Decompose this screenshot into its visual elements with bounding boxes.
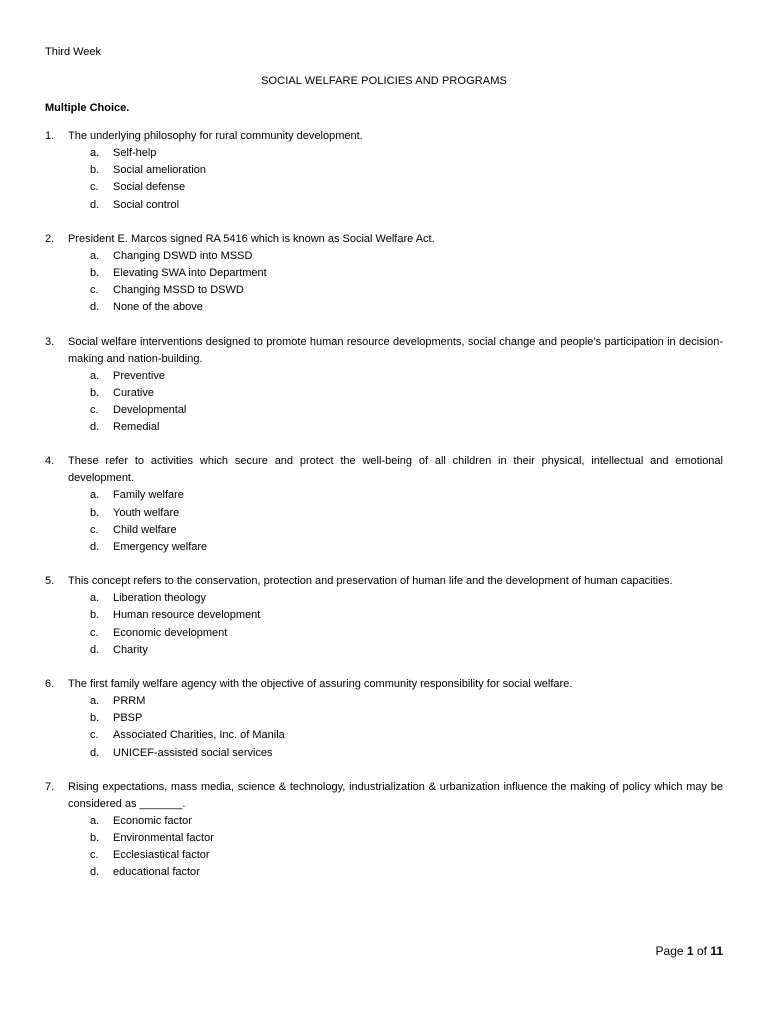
choice-item (45, 864, 723, 881)
choice-letter: c. (90, 523, 99, 536)
choice-item (45, 693, 723, 710)
question-text: This concept refers to the conservation, protection and preservation of human life and the development of human capacities. (68, 575, 673, 588)
page-label: Page (655, 944, 684, 958)
choice-text: Economic factor (113, 814, 192, 827)
page-number (656, 944, 723, 958)
choice-letter: a. (90, 489, 100, 502)
choice-text: UNICEF-assisted social services (113, 746, 273, 759)
question-number: 7. (45, 780, 55, 793)
document-title: SOCIAL WELFARE POLICIES AND PROGRAMS (261, 75, 507, 87)
choice-text: Social control (113, 198, 180, 211)
choice-item (45, 539, 723, 556)
choice-item (45, 162, 723, 179)
choice-item (45, 830, 723, 847)
choice-text: Child welfare (113, 523, 177, 536)
choice-item (45, 642, 723, 659)
choice-text: educational factor (113, 866, 200, 879)
choice-list (45, 813, 723, 882)
choice-text: None of the above (113, 301, 203, 314)
question-text: President E. Marcos signed RA 5416 which is known as Social Welfare Act. (68, 232, 435, 245)
choice-text: Youth welfare (113, 506, 180, 519)
choice-item (45, 522, 723, 539)
choice-text: Liberation theology (113, 592, 206, 605)
question-stem (45, 128, 723, 145)
question-number: 4. (45, 455, 55, 468)
choice-item (45, 625, 723, 642)
choice-letter: c. (90, 849, 99, 862)
choice-text: Economic development (113, 626, 228, 639)
question-stem (45, 231, 723, 248)
section-heading: Multiple Choice. (45, 102, 130, 114)
question-number: 2. (45, 232, 55, 245)
question-text: The underlying philosophy for rural community development. (68, 130, 363, 142)
choice-letter: d. (90, 643, 100, 656)
choice-text: PBSP (113, 712, 143, 725)
choice-item (45, 847, 723, 864)
question-stem (45, 453, 723, 487)
choice-letter: d. (90, 746, 100, 759)
choice-item (45, 248, 723, 265)
choice-text: Emergency welfare (113, 541, 208, 554)
question-item (45, 334, 723, 437)
choice-letter: c. (90, 729, 99, 742)
choice-letter: d. (90, 198, 100, 211)
question-number: 6. (45, 678, 55, 691)
question-item (45, 676, 723, 762)
choice-item (45, 385, 723, 402)
choice-text: Family welfare (113, 489, 184, 502)
choice-text: Changing DSWD into MSSD (113, 249, 253, 262)
choice-letter: a. (90, 592, 100, 605)
choice-item (45, 368, 723, 385)
choice-text: Charity (113, 643, 148, 656)
question-item (45, 779, 723, 882)
choice-letter: a. (90, 249, 100, 262)
choice-text: Elevating SWA into Department (113, 267, 267, 280)
choice-item (45, 402, 723, 419)
question-item (45, 128, 723, 214)
week-label: Third Week (45, 46, 102, 58)
choice-letter: a. (90, 695, 100, 708)
choice-list (45, 248, 723, 317)
question-stem (45, 779, 723, 813)
choice-letter: b. (90, 164, 100, 177)
choice-item (45, 145, 723, 162)
choice-text: Ecclesiastical factor (113, 849, 210, 862)
choice-letter: b. (90, 506, 100, 519)
choice-text: Environmental factor (113, 832, 214, 845)
choice-item (45, 299, 723, 316)
question-stem (45, 573, 723, 590)
choice-letter: c. (90, 181, 99, 194)
question-item (45, 231, 723, 317)
choice-text: Associated Charities, Inc. of Manila (113, 729, 285, 742)
choice-text: Preventive (113, 369, 165, 382)
question-list (45, 128, 723, 899)
choice-text: Social defense (113, 181, 186, 194)
choice-text: PRRM (113, 695, 146, 708)
choice-letter: a. (90, 147, 100, 159)
choice-letter: d. (90, 541, 100, 554)
question-item (45, 573, 723, 659)
choice-list (45, 693, 723, 762)
choice-text: Developmental (113, 404, 187, 417)
question-text: Social welfare interventions designed to promote human resource developments, social change and people’s participation in decision-making and nation-building. (68, 335, 723, 365)
question-item (45, 453, 723, 556)
choice-item (45, 607, 723, 624)
choice-letter: b. (90, 712, 100, 725)
choice-letter: b. (90, 267, 100, 280)
choice-text: Changing MSSD to DSWD (113, 284, 244, 297)
choice-list (45, 368, 723, 437)
choice-item (45, 197, 723, 214)
choice-item (45, 813, 723, 830)
page-current: 1 (686, 944, 694, 958)
choice-letter: c. (90, 626, 99, 639)
question-number: 1. (45, 130, 55, 142)
choice-letter: d. (90, 866, 100, 879)
choice-letter: a. (90, 814, 100, 827)
choice-item (45, 179, 723, 196)
choice-item (45, 505, 723, 522)
choice-list (45, 590, 723, 659)
choice-letter: b. (90, 609, 100, 622)
choice-item (45, 282, 723, 299)
choice-item (45, 727, 723, 744)
choice-item (45, 745, 723, 762)
choice-letter: b. (90, 386, 100, 399)
question-stem (45, 334, 723, 368)
choice-letter: c. (90, 284, 99, 297)
question-stem (45, 676, 723, 693)
question-number: 5. (45, 575, 55, 588)
choice-text: Curative (113, 386, 154, 399)
choice-letter: a. (90, 369, 100, 382)
choice-item (45, 487, 723, 504)
choice-letter: d. (90, 301, 100, 314)
choice-list (45, 145, 723, 214)
choice-text: Remedial (113, 421, 160, 434)
choice-item (45, 265, 723, 282)
question-text: Rising expectations, mass media, science & technology, industrialization & urbanization influence the making of policy which may be considered as _______. (68, 780, 723, 810)
question-text: The first family welfare agency with the objective of assuring community responsibility for social welfare. (68, 678, 573, 691)
choice-text: Self-help (113, 147, 157, 159)
choice-text: Human resource development (113, 609, 261, 622)
choice-list (45, 487, 723, 556)
choice-letter: b. (90, 832, 100, 845)
of-label: of (696, 944, 707, 958)
choice-item (45, 419, 723, 436)
choice-text: Social amelioration (113, 164, 206, 177)
choice-letter: c. (90, 404, 99, 417)
choice-item (45, 590, 723, 607)
choice-item (45, 710, 723, 727)
question-text: These refer to activities which secure and protect the well-being of all children in their physical, intellectual and emotional development. (68, 455, 723, 485)
question-number: 3. (45, 335, 55, 348)
choice-letter: d. (90, 421, 100, 434)
page-total: 11 (710, 944, 723, 958)
